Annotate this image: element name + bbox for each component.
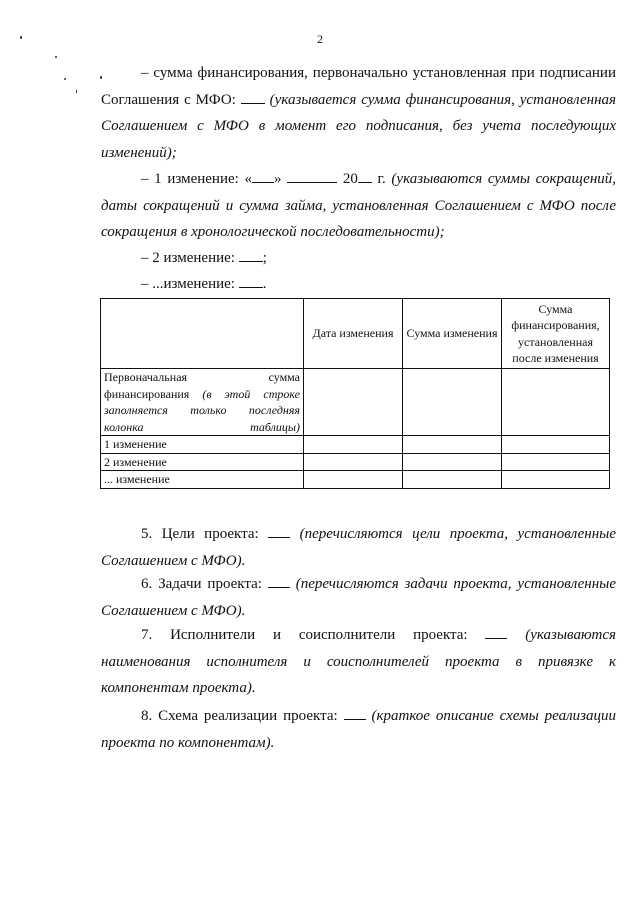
table-header-cell: Сумма изменения [403,299,502,369]
fill-blank[interactable] [252,167,274,183]
italic-note: (указываются суммы сокращений, [391,171,617,187]
table-row [101,453,610,471]
fill-blank[interactable] [241,88,265,104]
fill-blank[interactable] [358,167,372,183]
fill-blank[interactable] [287,167,337,183]
table-row [101,471,610,489]
table-header-row [101,299,610,369]
italic-note: даты сокращений и сумма займа, установленная Соглашением с МФО после [101,197,616,214]
fill-blank[interactable] [268,572,290,588]
table-cell[interactable] [304,471,403,489]
table-header-cell: Сумма финансирования, установленная после изменения [502,299,610,369]
italic-note: (перечисляются цели проекта, установленные [290,526,616,542]
line: – сумма финансирования, первоначально установленная при подписании [141,65,616,81]
line: Соглашения с МФО: [101,91,241,108]
cell-note: (в этой строке заполняется только последняя колонка таблицы) [104,386,300,434]
table-cell[interactable] [304,369,403,436]
fill-blank[interactable] [268,522,290,538]
scan-speck [20,36,22,39]
item-6-tasks [101,571,616,624]
line: – ...изменение: [141,276,239,292]
line: ; [262,250,267,266]
item-text: 8. Схема реализации проекта: [141,708,344,724]
page-number: 2 [317,32,323,46]
line: – 1 изменение: « [141,171,252,187]
fill-blank[interactable] [344,704,366,720]
italic-note: (перечисляются задачи проекта, установленные [289,576,616,592]
item-text: 6. Задачи проекта: [141,576,268,592]
scan-speck [76,90,77,93]
table-cell[interactable] [403,471,502,489]
table-cell[interactable] [502,471,610,489]
table-cell[interactable] [502,436,610,454]
italic-note: (краткое описание схемы реализации [365,708,616,724]
table-row [101,436,610,454]
line: » [273,171,282,187]
italic-note: Соглашением с МФО). [101,602,246,619]
line: г. [371,171,392,187]
line: . [262,276,267,292]
italic-note: проекта по компонентам). [101,734,275,751]
item-5-goals [101,521,616,574]
scan-speck [64,78,66,80]
italic-note: компонентам проекта). [101,680,256,696]
scan-speck [55,56,57,58]
italic-note: Соглашением с МФО в момент его подписания, без учета последующих [101,118,616,134]
changes-table [100,298,610,489]
table-cell: 1 изменение [101,436,304,454]
table-cell[interactable] [304,453,403,471]
table-cell: ... изменение [101,471,304,489]
table-cell[interactable] [403,369,502,436]
item-8-scheme [101,703,616,756]
paragraph-change-2 [101,245,616,272]
table-row [101,369,610,436]
table-cell[interactable] [403,453,502,471]
table-cell[interactable] [403,436,502,454]
paragraph-change-n [101,271,616,298]
paragraph-initial-amount [101,60,616,166]
line: 20 [337,171,358,187]
italic-note: (указывается сумма финансирования, установленная [264,91,616,108]
item-text: 5. Цели проекта: [141,526,269,542]
italic-note: (указываются [507,627,616,643]
italic-note: наименования исполнителя и соисполнителей проекта в привязке к [101,653,616,670]
table-cell[interactable] [304,436,403,454]
table-cell[interactable] [502,453,610,471]
item-7-executors [101,622,616,702]
fill-blank[interactable] [239,272,263,288]
table-cell: 2 изменение [101,453,304,471]
paragraph-change-1 [101,166,616,246]
item-text: 7. Исполнители и соисполнители проекта: [141,627,486,643]
table-header-cell [101,299,304,369]
cell-text: Первоначальная сумма финансирования [104,370,300,401]
italic-note: сокращения в хронологической последовательности); [101,224,445,240]
line: – 2 изменение: [141,250,239,266]
table-cell [101,369,304,436]
italic-note: изменений); [101,144,177,161]
italic-note: Соглашением с МФО). [101,552,246,569]
table-header-cell: Дата изменения [304,299,403,369]
fill-blank[interactable] [239,246,263,262]
fill-blank[interactable] [485,623,507,639]
table-cell[interactable] [502,369,610,436]
